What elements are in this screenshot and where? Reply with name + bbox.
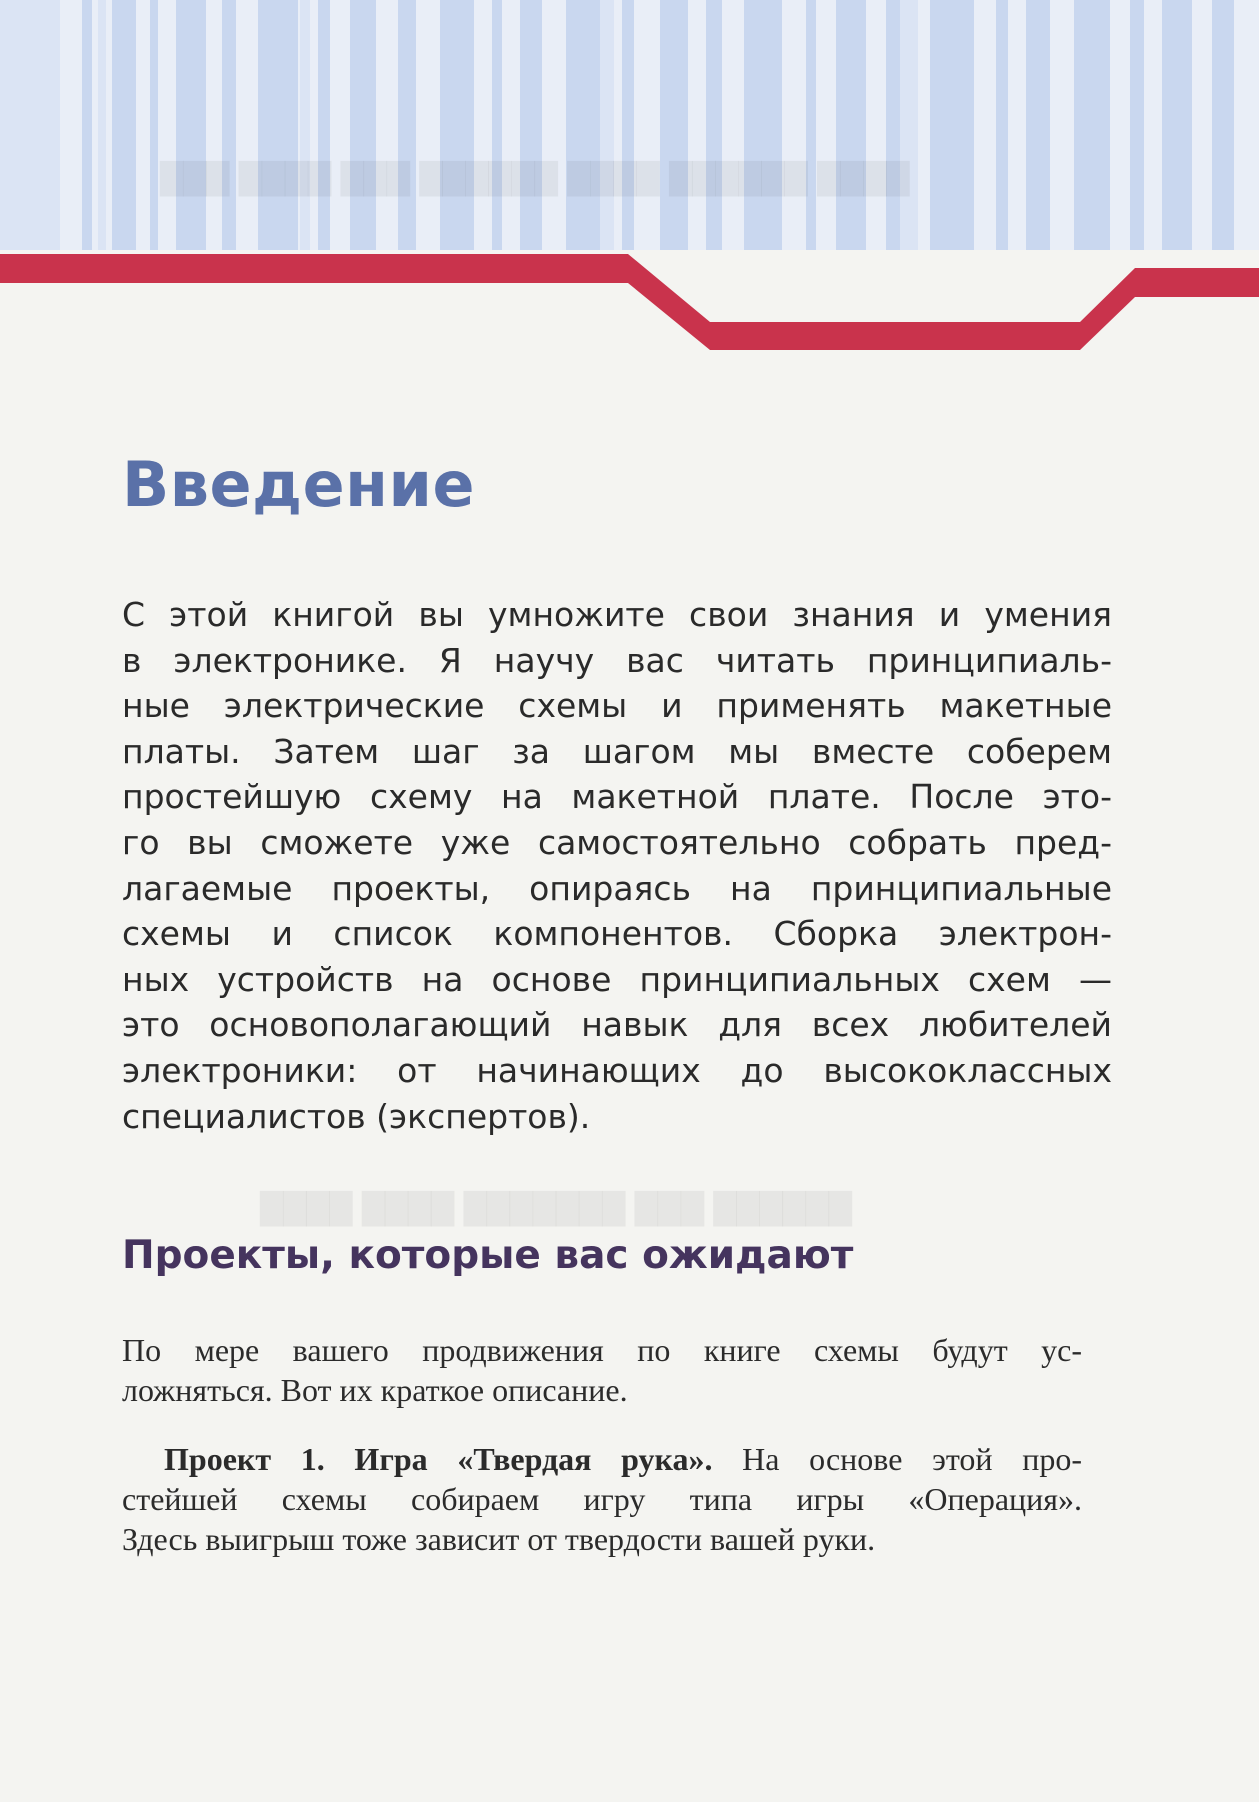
lead-line: ложняться. Вот их краткое описание. bbox=[122, 1372, 628, 1408]
project-1-line bbox=[122, 1439, 1082, 1479]
project-1-text: На основе этой про- bbox=[712, 1441, 1082, 1477]
project-1-line: Здесь выигрыш тоже зависит от твердости вашей руки. bbox=[122, 1521, 876, 1557]
intro-line: в электронике. Я научу вас читать принципиаль- bbox=[122, 640, 1112, 680]
project-1-description bbox=[122, 1439, 1082, 1559]
bleed-through-text: ███ ████ ███ ██████ ████ ██████ ████ bbox=[160, 162, 910, 197]
lead-paragraph bbox=[122, 1330, 1082, 1410]
intro-line: схемы и список компонентов. Сборка электрон- bbox=[122, 914, 1112, 954]
intro-line: ных устройств на основе принципиальных схем — bbox=[122, 959, 1112, 999]
bleed-through-text: ████ ████ ███████ ███ ██████ bbox=[260, 1192, 852, 1227]
project-1-line: стейшей схемы собираем игру типа игры «Операция». bbox=[122, 1481, 1082, 1517]
intro-line: ные электрические схемы и применять макетные bbox=[122, 686, 1112, 726]
intro-line: го вы сможете уже самостоятельно собрать пред- bbox=[122, 822, 1112, 862]
intro-line: это основополагающий навык для всех любителей bbox=[122, 1005, 1112, 1045]
project-1-label: Проект 1. Игра «Твердая рука». bbox=[164, 1441, 713, 1477]
intro-line: лагаемые проекты, опираясь на принципиальные bbox=[122, 868, 1112, 908]
intro-paragraph bbox=[122, 592, 1112, 1139]
intro-line: специалистов (экспертов). bbox=[122, 1096, 591, 1136]
intro-line: С этой книгой вы умножите свои знания и умения bbox=[122, 595, 1112, 634]
intro-line: электроники: от начинающих до высококлассных bbox=[122, 1050, 1112, 1090]
page-title: Введение bbox=[122, 448, 475, 521]
intro-line: простейшую схему на макетной плате. После это- bbox=[122, 777, 1112, 817]
lead-line: По мере вашего продвижения по книге схемы будут ус- bbox=[122, 1332, 1082, 1368]
intro-line: платы. Затем шаг за шагом мы вместе соберем bbox=[122, 731, 1112, 771]
section-heading: Проекты, которые вас ожидают bbox=[122, 1233, 854, 1278]
